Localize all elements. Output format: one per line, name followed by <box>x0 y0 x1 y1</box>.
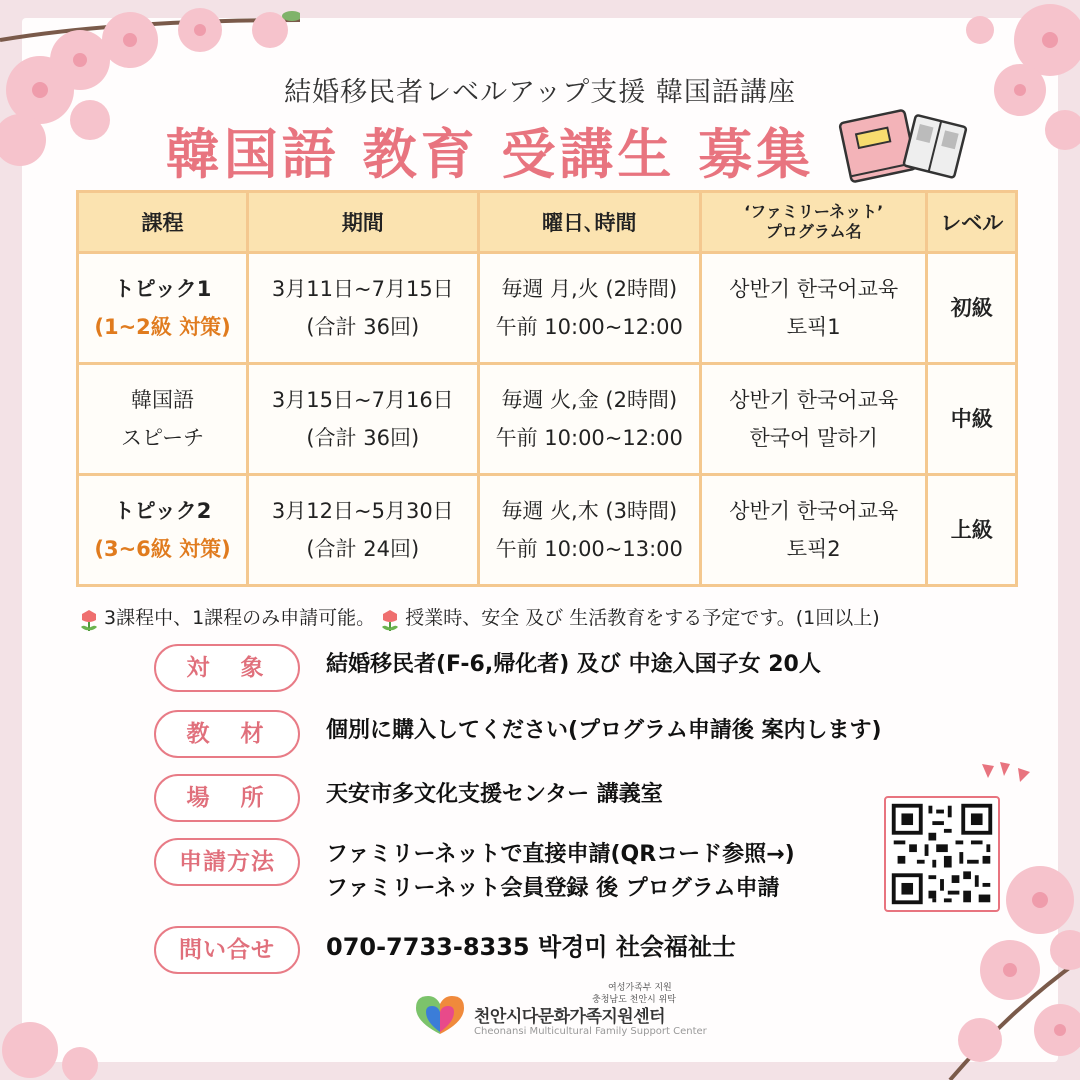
table-header-row <box>79 193 1015 251</box>
course-name: トピック2 <box>113 499 212 523</box>
program: 상반기 한국어교육 <box>729 277 899 301</box>
label-pill: 教 材 <box>154 710 300 758</box>
header-course: 課程 <box>79 193 246 251</box>
period: 3月15日~7月16日 <box>271 388 454 412</box>
cell-level: 中級 <box>928 365 1015 473</box>
info-value-line1: ファミリーネットで直接申請(QRコード参照→) <box>326 842 795 867</box>
time: 午前 10:00~13:00 <box>495 537 683 561</box>
program-sub: 토픽2 <box>786 537 841 561</box>
cell-course <box>79 365 246 473</box>
info-value: 天安市多文化支援センター 講義室 <box>326 782 663 807</box>
header-program-line1: ‘ファミリーネット’ <box>744 202 884 221</box>
info-value: 結婚移民者(F-6,帰化者) 及び 中途入国子女 20人 <box>326 652 821 677</box>
cell-days <box>480 476 699 584</box>
organization-name-english: Cheonansi Multicultural Family Support Center <box>474 1026 707 1037</box>
info-value: 個別に購入してください(プログラム申請後 案内します) <box>326 718 882 743</box>
schedule-table <box>76 190 1018 587</box>
qr-code[interactable] <box>884 796 1000 912</box>
time: 午前 10:00~12:00 <box>495 315 683 339</box>
program-sub: 한국어 말하기 <box>749 426 878 450</box>
cell-days <box>480 365 699 473</box>
organization-logo <box>412 978 712 1048</box>
cell-period <box>249 476 476 584</box>
qr-code-icon <box>886 798 998 910</box>
header-program <box>702 193 925 251</box>
time: 午前 10:00~12:00 <box>495 426 683 450</box>
sponsor-line-2: 충청남도 천안시 위탁 <box>592 995 676 1005</box>
course-sub: (1~2級 対策) <box>94 315 231 339</box>
course-name: トピック1 <box>113 277 212 301</box>
cell-period <box>249 365 476 473</box>
page-title: 韓国語 教育 受講生 募集 <box>165 123 815 186</box>
cell-program <box>702 254 925 362</box>
cell-level: 上級 <box>928 476 1015 584</box>
tulip-icon <box>76 606 102 632</box>
info-value: 070-7733-8335 박경미 社会福祉士 <box>326 933 736 961</box>
label-pill: 問い合せ <box>154 926 300 974</box>
info-value-line2: ファミリーネット会員登録 後 プログラム申請 <box>326 876 780 901</box>
note-1: 3課程中、1課程のみ申請可能。 <box>104 607 376 629</box>
header-level: レベル <box>928 193 1015 251</box>
cell-course <box>79 476 246 584</box>
logo-heart-icon <box>412 992 468 1038</box>
cell-days <box>480 254 699 362</box>
course-sub: (3~6級 対策) <box>94 537 231 561</box>
period: 3月12日~5月30日 <box>271 499 454 523</box>
label-pill: 場 所 <box>154 774 300 822</box>
books-icon <box>838 100 968 190</box>
program: 상반기 한국어교육 <box>729 388 899 412</box>
days: 毎週 月,火 (2時間) <box>501 277 678 301</box>
sponsor-line-1: 여성가족부 지원 <box>608 983 672 993</box>
cell-period <box>249 254 476 362</box>
cell-level: 初級 <box>928 254 1015 362</box>
period-sub: (合計 36回) <box>306 426 420 450</box>
subtitle: 結婚移民者レベルアップ支援 韓国語講座 <box>284 77 796 108</box>
course-name: 韓国語 <box>131 388 195 412</box>
days: 毎週 火,金 (2時間) <box>501 388 678 412</box>
header-program-line2: プログラム名 <box>765 222 862 241</box>
period-sub: (合計 36回) <box>306 315 420 339</box>
sparkle-icon <box>978 760 1038 796</box>
label-pill: 申請方法 <box>154 838 300 886</box>
header-period: 期間 <box>249 193 476 251</box>
label-pill: 対 象 <box>154 644 300 692</box>
note-2: 授業時、安全 及び 生活教育をする予定です。(1回以上) <box>405 607 880 629</box>
header-days: 曜日､時間 <box>480 193 699 251</box>
organization-name: 천안시다문화가족지원센터 <box>474 1007 666 1027</box>
program-sub: 토픽1 <box>786 315 841 339</box>
table-row <box>79 254 1015 362</box>
cell-course <box>79 254 246 362</box>
period: 3月11日~7月15日 <box>271 277 454 301</box>
table-row <box>79 365 1015 473</box>
cell-program <box>702 365 925 473</box>
cherry-blossom-bottom-left <box>0 990 120 1080</box>
program: 상반기 한국어교육 <box>729 499 899 523</box>
days: 毎週 火,木 (3時間) <box>501 499 678 523</box>
course-sub: スピーチ <box>120 426 205 450</box>
period-sub: (合計 24回) <box>306 537 420 561</box>
cell-program <box>702 476 925 584</box>
info-value <box>326 838 795 906</box>
table-row <box>79 476 1015 584</box>
notes-line <box>74 603 880 632</box>
tulip-icon <box>377 606 403 632</box>
